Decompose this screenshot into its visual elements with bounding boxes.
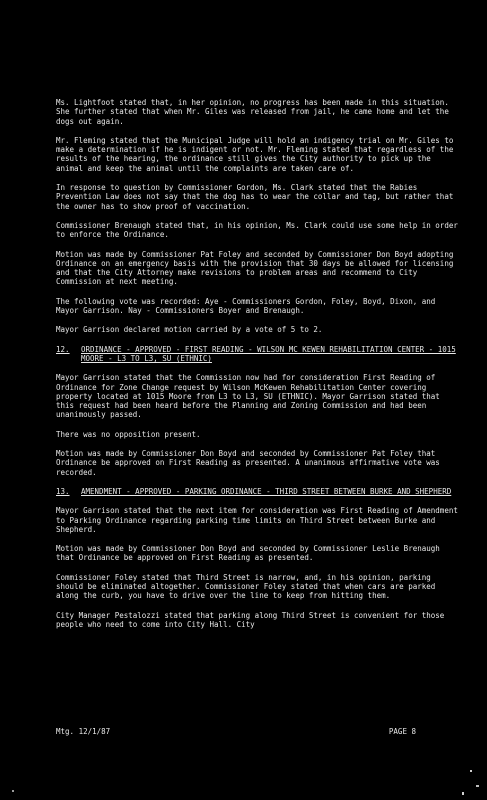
paragraph: Motion was made by Commissioner Don Boyd and seconded by Commissioner Pat Foley that Ordinance be approved on First Reading as presented. A unanimous affirmative vote was recorded. <box>56 449 440 477</box>
paragraph: Commissioner Brenaugh stated that, in his opinion, Ms. Clark could use some help in order to enforce the Ordinance. <box>56 220 458 240</box>
page-number: PAGE 8 <box>388 727 416 736</box>
paragraph: Commissioner Foley stated that Third Street is narrow, and, in his opinion, parking should be eliminated altogether. Commissioner Foley stated that when cars are parked along the curb, you have to drive over the line to keep from hitting them. <box>56 572 436 601</box>
paragraph: Mayor Garrison stated that the Commission now had for consideration First Reading of Ordinance for Zone Change request by Wilson McKewen Rehabilitation Center covering property located at 1015 Moore from L3 to L3, SU (ETHNIC). Mayor Garrison stated that this request had been heard before the Planning and Zoning Commission and had been unanimously passed. <box>56 373 440 420</box>
paragraphs-top <box>56 98 458 335</box>
paragraph: Motion was made by Commissioner Pat Foley and seconded by Commissioner Don Boyd adopting Ordinance on an emergency basis with the provision that 30 days be allowed for licensing and that the City Attorney make revisions to problem areas and recommend to City Commission at next meeting. <box>56 249 454 287</box>
page-footer <box>56 727 416 736</box>
page-body <box>56 98 458 639</box>
paragraph: Ms. Lightfoot stated that, in her opinion, no progress has been made in this situation. She further stated that when Mr. Giles was released from jail, he came home and let the dogs out again. <box>56 98 449 126</box>
agenda-item-12 <box>56 345 458 364</box>
item-heading: ORDINANCE - APPROVED - FIRST READING - WILSON MC KEWEN REHABILITATION CENTER - 1015 MOORE - L3 TO L3, SU (ETHNIC) <box>81 344 456 363</box>
paragraph: Mr. Fleming stated that the Municipal Judge will hold an indigency trial on Mr. Giles to make a determination if he is indigent or not. Mr. Fleming stated that regardless of the results of the hearing, the ordinance still gives the City authority to pick up the animal and keep the animal until the complaints are taken care of. <box>56 135 454 173</box>
paragraph: Mayor Garrison stated that the next item for consideration was First Reading of Amendment to Parking Ordinance regarding parking time limits on Third Street between Burke and Shepherd. <box>56 506 458 534</box>
agenda-item-13 <box>56 487 458 496</box>
paragraph: The following vote was recorded: Aye - Commissioners Gordon, Foley, Boyd, Dixon, and Mayor Garrison. Nay - Commissioners Boyer and Brenaugh. <box>56 296 436 316</box>
paragraph: City Manager Pestalozzi stated that parking along Third Street is convenient for those people who need to come into City Hall. City <box>56 610 445 629</box>
item-heading: AMENDMENT - APPROVED - PARKING ORDINANCE - THIRD STREET BETWEEN BURKE AND SHEPHERD <box>81 486 452 496</box>
paragraph: In response to question by Commissioner Gordon, Ms. Clark stated that the Rabies Prevention Law does not say that the dog has to wear the collar and tag, but rather that the owner has to show proof of vaccination. <box>56 183 454 211</box>
meeting-date: Mtg. 12/1/87 <box>56 727 111 736</box>
paragraphs-mid <box>56 373 458 477</box>
paragraph: There was no opposition present. <box>56 429 201 439</box>
paragraph: Mayor Garrison declared motion carried by a vote of 5 to 2. <box>56 325 323 335</box>
item-number: 12. <box>56 344 70 354</box>
paragraphs-bottom <box>56 506 458 629</box>
item-number: 13. <box>56 486 70 496</box>
paragraph: Motion was made by Commissioner Don Boyd and seconded by Commissioner Leslie Brenaugh that Ordinance be approved on First Reading as presented. <box>56 544 440 563</box>
